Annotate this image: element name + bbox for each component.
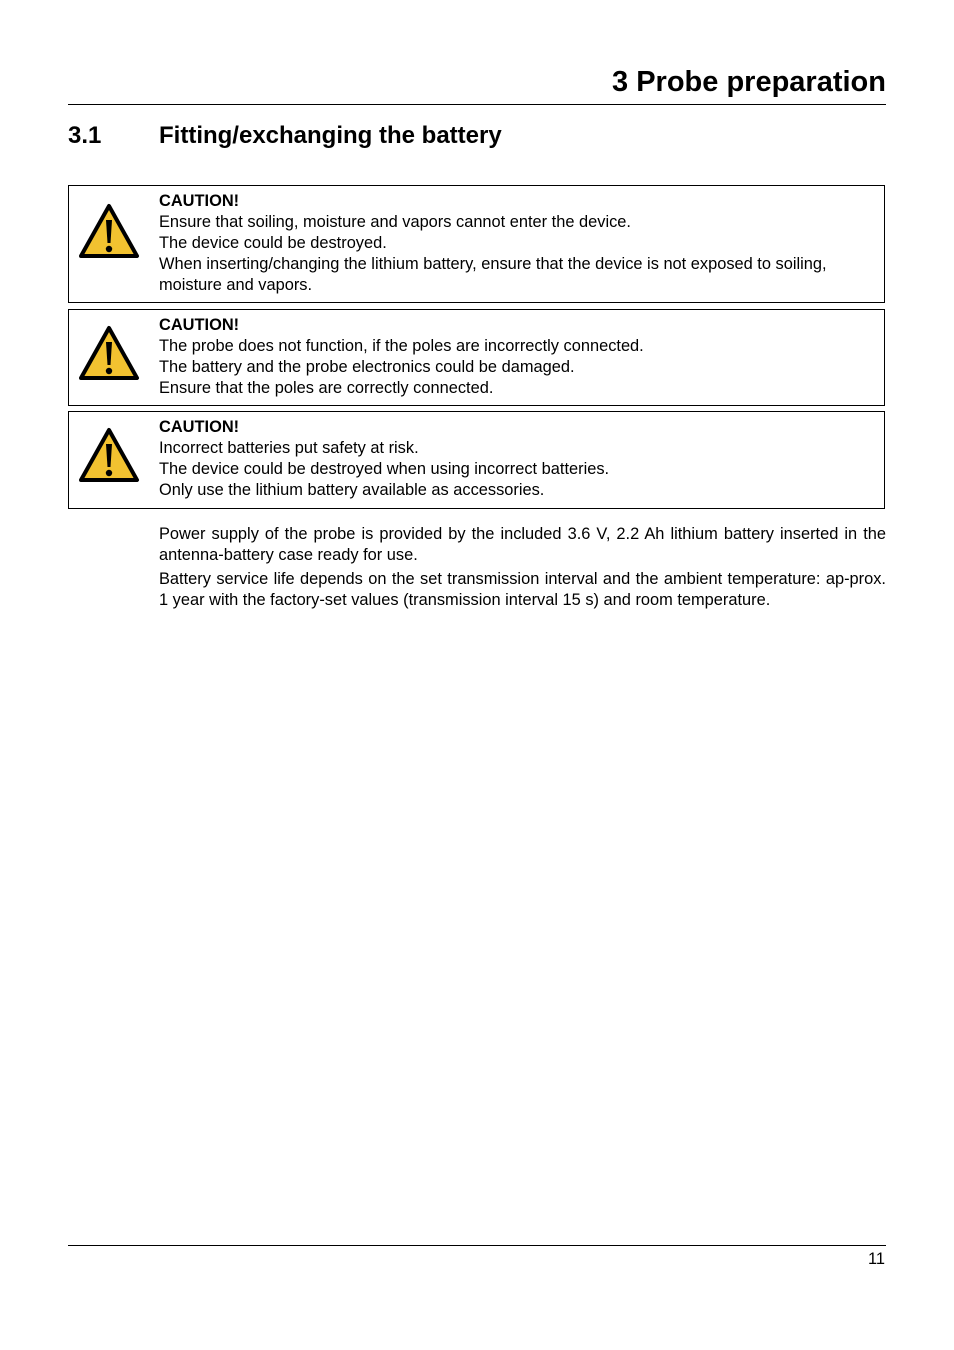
caution-heading: CAUTION! bbox=[159, 418, 240, 436]
body-paragraph: Power supply of the probe is provided by the included 3.6 V, 2.2 Ah lithium battery inserted in the antenna-battery case ready for use. bbox=[159, 525, 886, 564]
caution-text bbox=[159, 191, 876, 296]
caution-line: Incorrect batteries put safety at risk. bbox=[159, 439, 419, 457]
caution-line: The probe does not function, if the poles are incorrectly connected. bbox=[159, 337, 644, 355]
warning-triangle-icon bbox=[78, 203, 140, 259]
warning-triangle-icon bbox=[78, 325, 140, 381]
footer-rule bbox=[68, 1245, 886, 1246]
warning-triangle-icon bbox=[78, 427, 140, 483]
caution-heading: CAUTION! bbox=[159, 316, 240, 334]
section-heading bbox=[68, 122, 502, 150]
section-title: Fitting/exchanging the battery bbox=[159, 122, 502, 149]
caution-text bbox=[159, 417, 876, 501]
caution-line: Ensure that soiling, moisture and vapors cannot enter the device. bbox=[159, 213, 631, 231]
chapter-title: 3 Probe preparation bbox=[612, 66, 886, 98]
caution-box bbox=[68, 309, 885, 406]
caution-line: Only use the lithium battery available as accessories. bbox=[159, 481, 545, 499]
caution-heading: CAUTION! bbox=[159, 192, 240, 210]
caution-box bbox=[68, 411, 885, 509]
body-paragraph: Battery service life depends on the set transmission interval and the ambient temperature: ap-prox. 1 year with the factory-set values (transmission interval 15 s) and room temperature. bbox=[159, 570, 886, 609]
caution-line: The device could be destroyed. bbox=[159, 234, 387, 252]
caution-text bbox=[159, 315, 876, 399]
caution-line: Ensure that the poles are correctly connected. bbox=[159, 379, 494, 397]
page-number: 11 bbox=[867, 1250, 885, 1268]
caution-line: When inserting/changing the lithium battery, ensure that the device is not exposed to soiling, moisture and vapors. bbox=[159, 255, 827, 294]
caution-line: The battery and the probe electronics could be damaged. bbox=[159, 358, 575, 376]
header-rule bbox=[68, 104, 886, 105]
caution-line: The device could be destroyed when using incorrect batteries. bbox=[159, 460, 610, 478]
caution-box bbox=[68, 185, 885, 303]
section-number: 3.1 bbox=[68, 122, 102, 149]
